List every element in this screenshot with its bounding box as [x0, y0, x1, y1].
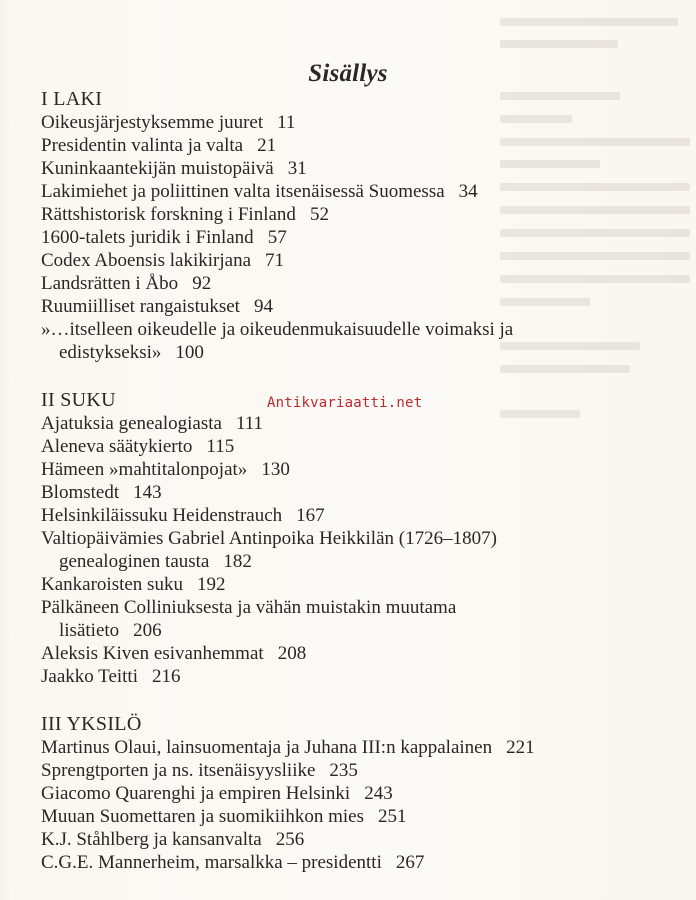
entry-title: Codex Aboensis lakikirjana [41, 250, 252, 271]
toc-entry [41, 527, 681, 573]
entry-page: 34 [458, 181, 478, 202]
toc-entry [41, 180, 681, 203]
entry-page: 208 [277, 643, 307, 664]
toc-entry [41, 318, 681, 364]
entry-page: 221 [506, 737, 535, 758]
entry-page: 11 [277, 112, 296, 133]
toc-entry [41, 272, 681, 295]
entry-page: 130 [261, 459, 290, 480]
section-heading: I LAKI [41, 88, 103, 110]
section-yksilo [41, 713, 681, 874]
toc-entry [41, 412, 681, 435]
entry-title: Jaakko Teitti [41, 666, 138, 687]
toc-entry [41, 481, 681, 504]
entry-title: Blomstedt [41, 482, 120, 503]
entry-page: 57 [267, 227, 287, 248]
entry-page: 267 [395, 852, 425, 873]
entry-page: 216 [152, 666, 181, 687]
toc-entry [41, 134, 681, 157]
toc-entry [41, 759, 681, 782]
entry-title: Kankaroisten suku [41, 574, 183, 595]
entry-title: Valtiopäivämies Gabriel Antinpoika Heikkilän (1726–1807) [41, 528, 497, 549]
toc-entry [41, 851, 681, 874]
toc-entry [41, 249, 681, 272]
entry-page: 94 [253, 296, 273, 317]
entry-title: Aleksis Kiven esivanhemmat [41, 643, 264, 664]
toc-entry [41, 596, 681, 642]
entry-title: Lakimiehet ja poliittinen valta itsenäisessä Suomessa [41, 181, 445, 202]
entry-title: Muuan Suomettaren ja suomikiihkon mies [41, 806, 364, 827]
entry-title: C.G.E. Mannerheim, marsalkka – presidentti [41, 852, 382, 873]
entry-title: Pälkäneen Colliniuksesta ja vähän muistakin muutama [41, 597, 457, 618]
entry-page: 256 [275, 829, 305, 850]
entry-title: Oikeusjärjestyksemme juuret [41, 112, 264, 133]
entry-title-continuation: genealoginen tausta [59, 551, 210, 572]
toc-entry [41, 665, 681, 688]
entry-page: 235 [329, 760, 358, 781]
entry-title: Aleneva säätykierto [41, 436, 193, 457]
entry-title: »…itselleen oikeudelle ja oikeudenmukaisuudelle voimaksi ja [41, 319, 514, 340]
entry-page: 167 [296, 505, 325, 526]
toc-entry [41, 458, 681, 481]
section-suku [41, 389, 681, 688]
entry-title: Helsinkiläissuku Heidenstrauch [41, 505, 283, 526]
entry-title: Ajatuksia genealogiasta [41, 413, 222, 434]
section-heading: II SUKU [41, 389, 116, 411]
entry-page: 115 [206, 436, 235, 457]
entry-page: 52 [309, 204, 329, 225]
entry-page: 251 [377, 806, 407, 827]
entry-page: 143 [133, 482, 162, 503]
entry-page: 192 [196, 574, 226, 595]
entry-title-continuation: edistykseksi» [59, 342, 162, 363]
entry-title: K.J. Ståhlberg ja kansanvalta [41, 829, 262, 850]
toc-entry [41, 203, 681, 226]
entry-title: Giacomo Quarenghi ja empiren Helsinki [41, 783, 351, 804]
toc-entry [41, 805, 681, 828]
toc-entry [41, 782, 681, 805]
toc-entry [41, 828, 681, 851]
toc-entry [41, 435, 681, 458]
entry-page: 206 [133, 620, 162, 641]
toc-entry [41, 157, 681, 180]
toc-entry [41, 111, 681, 134]
entry-title: Presidentin valinta ja valta [41, 135, 244, 156]
toc-entry [41, 736, 681, 759]
section-laki [41, 88, 681, 364]
entry-title: Sprengtporten ja ns. itsenäisyysliike [41, 760, 316, 781]
toc-entry [41, 642, 681, 665]
toc-entry [41, 573, 681, 596]
entry-page: 71 [265, 250, 285, 271]
entry-title: Landsrätten i Åbo [41, 273, 179, 294]
watermark-text: Antikvariaatti.net [267, 395, 423, 411]
entry-title: Rättshistorisk forskning i Finland [41, 204, 296, 225]
entry-page: 31 [287, 158, 307, 179]
page-title: Sisällys [308, 59, 388, 87]
entry-page: 21 [257, 135, 277, 156]
entry-page: 100 [175, 342, 204, 363]
entry-title: Hämeen »mahtitalonpojat» [41, 459, 248, 480]
entry-title-continuation: lisätieto [59, 620, 120, 641]
entry-title: Martinus Olaui, lainsuomentaja ja Juhana III:n kappalainen [41, 737, 493, 758]
toc-entry [41, 504, 681, 527]
entry-page: 92 [192, 273, 212, 294]
toc-entry [41, 226, 681, 249]
entry-title: 1600-talets juridik i Finland [41, 227, 254, 248]
entry-page: 182 [223, 551, 252, 572]
entry-page: 243 [364, 783, 393, 804]
section-heading: III YKSILÖ [41, 713, 142, 735]
toc-entry [41, 295, 681, 318]
entry-title: Ruumiilliset rangaistukset [41, 296, 240, 317]
table-of-contents [41, 88, 681, 874]
entry-title: Kuninkaantekijän muistopäivä [41, 158, 274, 179]
entry-page: 111 [235, 413, 264, 434]
